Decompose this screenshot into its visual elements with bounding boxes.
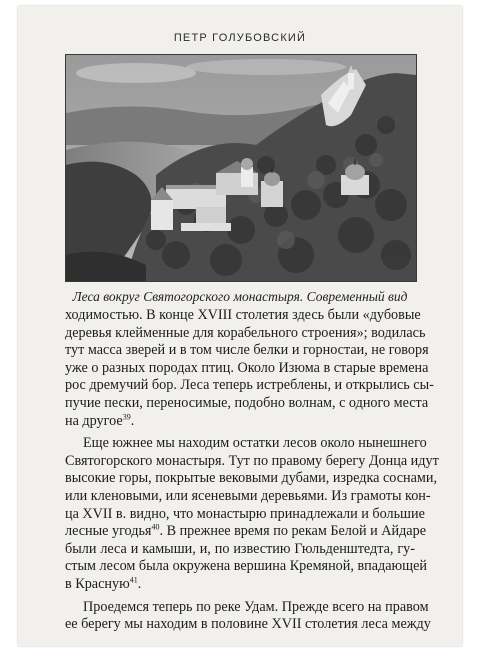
body-text bbox=[65, 307, 439, 634]
text-line bbox=[65, 342, 429, 360]
text-line-content: на другое bbox=[65, 412, 123, 429]
text-line-content: рос дремучий бор. Леса теперь истреблены, и открылись сы- bbox=[65, 377, 434, 394]
text-line-tail: . bbox=[130, 412, 135, 429]
text-line-content: ее берегу мы находим в половине XVII столетия леса между bbox=[65, 616, 431, 633]
text-line bbox=[65, 435, 427, 453]
running-head: ПЕТР ГОЛУБОВСКИЙ bbox=[173, 32, 307, 44]
text-line-content: были леса и камыши, и, по известию Гюльденштедта, гу- bbox=[65, 540, 415, 557]
text-line-tail: . В прежнее время по рекам Белой и Айдаре bbox=[159, 523, 426, 540]
text-line bbox=[65, 452, 439, 471]
text-line-content: тут масса зверей и в том числе белки и горностаи, не говоря bbox=[65, 342, 429, 359]
paragraph bbox=[65, 598, 431, 634]
footnote-ref[interactable]: 41 bbox=[129, 575, 138, 585]
text-line bbox=[65, 598, 429, 617]
text-line bbox=[65, 470, 438, 488]
text-line-content: Еще южнее мы находим остатки лесов около нынешнего bbox=[83, 435, 427, 452]
text-line-content: Проедемся теперь по реке Удам. Прежде всего на правом bbox=[83, 598, 429, 615]
text-line bbox=[65, 359, 429, 378]
text-line-content: пучие пески, переносимые, подобно волнам, с одного места bbox=[65, 394, 429, 411]
text-line bbox=[65, 576, 415, 594]
text-line bbox=[65, 541, 415, 559]
text-line-content: деревья клейменные для корабельного строения»; водилась bbox=[65, 324, 426, 341]
text-line bbox=[65, 377, 434, 395]
book-page bbox=[18, 6, 462, 646]
photo-caption: Леса вокруг Святогорского монастыря. Современный вид bbox=[72, 289, 408, 304]
text-line bbox=[65, 307, 421, 325]
text-line-content: ходимостью. В конце XVIII столетия здесь были «дубовые bbox=[65, 307, 421, 323]
paragraph bbox=[65, 307, 434, 430]
text-line bbox=[65, 413, 415, 431]
text-line bbox=[65, 505, 425, 524]
monastery-photo bbox=[65, 54, 417, 282]
text-line-content: лесные угодья bbox=[65, 523, 152, 540]
text-line-content: в Красную bbox=[65, 575, 130, 592]
text-line bbox=[65, 616, 431, 634]
text-line bbox=[65, 324, 426, 343]
text-line-tail: . bbox=[137, 575, 142, 592]
paragraph bbox=[65, 435, 439, 593]
text-line bbox=[65, 522, 426, 541]
text-line bbox=[65, 394, 429, 413]
text-line bbox=[65, 558, 427, 576]
text-line-content: ца XVII в. видно, что монастырю принадлежали и большие bbox=[65, 505, 425, 522]
text-line-content: Святогорского монастыря. Тут по правому берегу Донца идут bbox=[65, 452, 439, 469]
text-line-content: или кленовыми, или ясеневыми деревьями. Из грамоты кон- bbox=[65, 487, 431, 504]
text-line-content: уже о разных породах птиц. Около Изюма в старые времена bbox=[65, 359, 429, 376]
monastery-photo-image bbox=[66, 55, 416, 281]
footnote-ref[interactable]: 40 bbox=[151, 522, 160, 532]
text-line bbox=[65, 487, 431, 506]
text-line-content: высокие горы, покрытые вековыми дубами, изредка соснами, bbox=[65, 470, 438, 487]
footnote-ref[interactable]: 39 bbox=[122, 411, 131, 421]
text-line-content: стым лесом была окружена вершина Кремяной, впадающей bbox=[65, 558, 427, 575]
